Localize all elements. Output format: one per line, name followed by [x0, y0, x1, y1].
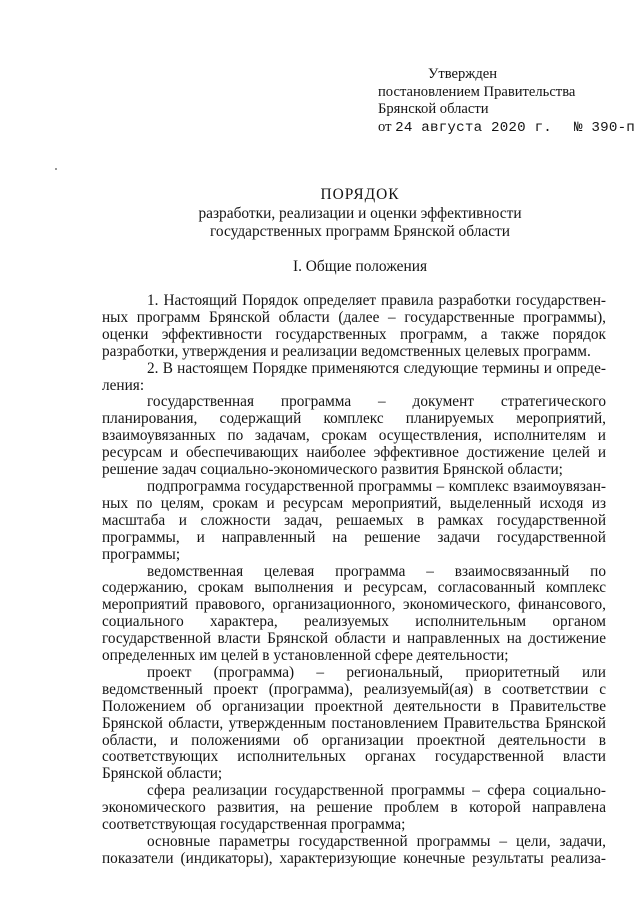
approval-date: 24 августа 2020 г. [395, 119, 552, 136]
approval-line-resolution: постановлением Правительства [378, 83, 576, 100]
section-heading: I. Общие положения [292, 258, 428, 275]
term-subprogram: подпрограмма государственной программы – комплекс взаимоувязанных по целям, срокам и ресурсам мероприятий, выделенный исходя из масштаба и сложности задач, решаемых в рамках государственной программы, и направленный на решение задачи государственной программы; [102, 477, 606, 563]
title-line-3: государственных программ Брянской области [209, 223, 511, 241]
title-heading: ПОРЯДОК [320, 186, 400, 203]
term-state-program: государственная программа – документ стратегического планирования, содержащий комплекс планируемых мероприятий, взаимоувязанных по задачам, срокам осуществления, исполнителям и ресурсам и обеспечивающих наиболее эффективное достижение целей и решение задач социально-экономического развития Брянской области; [102, 393, 606, 479]
term-implementation-sphere: сфера реализации государственной программы – сфера социально-экономического развития, на решение проблем в которой направлена соответствующая государственная программа; [102, 782, 606, 834]
scan-speck [55, 168, 57, 170]
approval-date-line [378, 119, 635, 138]
approval-line-region: Брянской области [378, 101, 489, 118]
term-project: проект (программа) – региональный, приоритетный или ведомственный проект (программа), реализуемый(ая) в соответствии с Положением об организации проектной деятельности в Правительстве Брянской области, утвержденным постановлением Правительства Брянской области, и положениями об организации проектной деятельности в соответствующих исполнительных органах государственной власти Брянской области; [102, 663, 606, 783]
approval-stamp [378, 66, 635, 137]
approval-date-prefix: от [378, 118, 392, 135]
term-departmental-program: ведомственная целевая программа – взаимосвязанный по содержанию, срокам выполнения и ресурсам, согласованный комплекс мероприятий правового, организационного, экономического, финансового, социального характера, реализуемых исполнительным органом государственной власти Брянской области и направленных на достижение определенных им целей в установленной сфере деятельности; [102, 562, 606, 665]
approval-number: № 390-п [574, 119, 635, 136]
document-title [100, 186, 620, 242]
document-body [102, 293, 606, 868]
title-line-2: разработки, реализации и оценки эффективности [198, 204, 522, 222]
approval-line-approved: Утвержден [428, 66, 498, 82]
term-main-parameters: основные параметры государственной программы – цели, задачи, показатели (индикаторы), характеризующие конечные результаты реализа- [102, 833, 606, 867]
paragraph-1: 1. Настоящий Порядок определяет правила разработки государственных программ Брянской области (далее – государственные программы), оценки эффективности государственных программ, а также порядок разработки, утверждения и реализации ведомственных целевых программ. [102, 292, 606, 360]
paragraph-2: 2. В настоящем Порядке применяются следующие термины и определения: [102, 359, 606, 394]
